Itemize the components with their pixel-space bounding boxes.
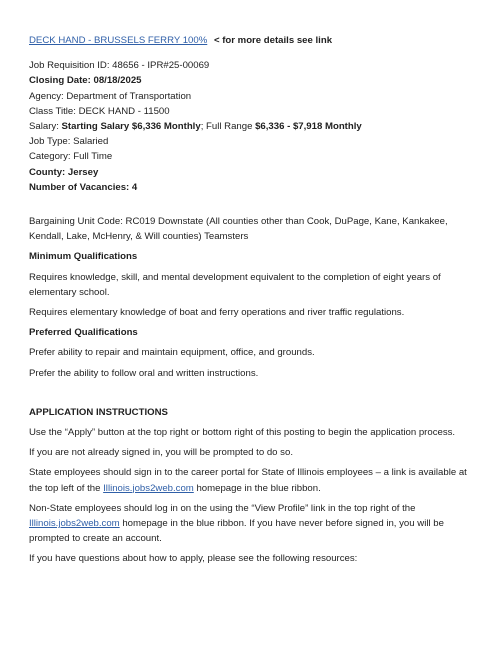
- bargaining-unit: Bargaining Unit Code: RC019 Downstate (All counties other than Cook, DuPage, Kane, Kankakee, Kendall, Lake, McHenry, & Will counties) Teamsters: [29, 216, 448, 243]
- job-details: [29, 58, 477, 195]
- preferred-qualification-item: Prefer the ability to follow oral and written instructions.: [29, 367, 259, 379]
- jobs2web-link[interactable]: Illinois.jobs2web.com: [103, 482, 194, 494]
- application-paragraph: If you are not already signed in, you will be prompted to do so.: [29, 447, 293, 459]
- application-paragraph-non-state: [29, 501, 477, 547]
- details-note: < for more details see link: [213, 35, 333, 46]
- minimum-qualification-item: Requires elementary knowledge of boat and ferry operations and river traffic regulations.: [29, 307, 405, 319]
- closing-date: Closing Date: 08/18/2025: [29, 75, 142, 87]
- county: County: Jersey: [29, 166, 99, 178]
- text: State employees should sign in to the career portal for State of Illinois employees – a link is available at the top left of the: [29, 467, 467, 494]
- job-title-link[interactable]: DECK HAND - BRUSSELS FERRY 100%: [29, 35, 208, 46]
- salary-label: Salary:: [29, 121, 62, 133]
- minimum-qualification-item: Requires knowledge, skill, and mental development equivalent to the completion of eight years of elementary school.: [29, 271, 441, 298]
- vacancies: Number of Vacancies: 4: [29, 181, 138, 193]
- category: Category: Full Time: [29, 151, 113, 163]
- class-title: Class Title: DECK HAND - 11500: [29, 105, 170, 117]
- text: homepage in the blue ribbon. If you have never before signed in, you will be prompted to create an account.: [29, 518, 444, 545]
- preferred-qualifications-heading: Preferred Qualifications: [29, 327, 138, 339]
- application-paragraph: If you have questions about how to apply, please see the following resources:: [29, 553, 358, 565]
- text: Non-State employees should log in on the using the “View Profile” link in the top right of the: [29, 502, 416, 514]
- text: homepage in the blue ribbon.: [193, 482, 321, 494]
- jobs2web-link[interactable]: Illinois.jobs2web.com: [29, 518, 120, 530]
- salary-starting: Starting Salary $6,336 Monthly: [61, 121, 201, 133]
- application-instructions-heading: APPLICATION INSTRUCTIONS: [29, 406, 168, 418]
- spacer: [29, 195, 477, 214]
- minimum-qualifications-heading: Minimum Qualifications: [29, 251, 138, 263]
- salary-mid: ; Full Range: [200, 121, 256, 133]
- job-type: Job Type: Salaried: [29, 136, 109, 148]
- salary: [29, 119, 477, 134]
- application-paragraph-state: [29, 465, 477, 495]
- title-line: [29, 33, 477, 48]
- agency: Agency: Department of Transportation: [29, 90, 192, 102]
- application-paragraph: Use the “Apply” button at the top right or bottom right of this posting to begin the application process.: [29, 427, 456, 439]
- spacer: [29, 386, 477, 405]
- salary-range: $6,336 - $7,918 Monthly: [255, 121, 362, 133]
- preferred-qualification-item: Prefer ability to repair and maintain equipment, office, and grounds.: [29, 347, 315, 359]
- requisition-id: Job Requisition ID: 48656 - IPR#25-00069: [29, 60, 210, 72]
